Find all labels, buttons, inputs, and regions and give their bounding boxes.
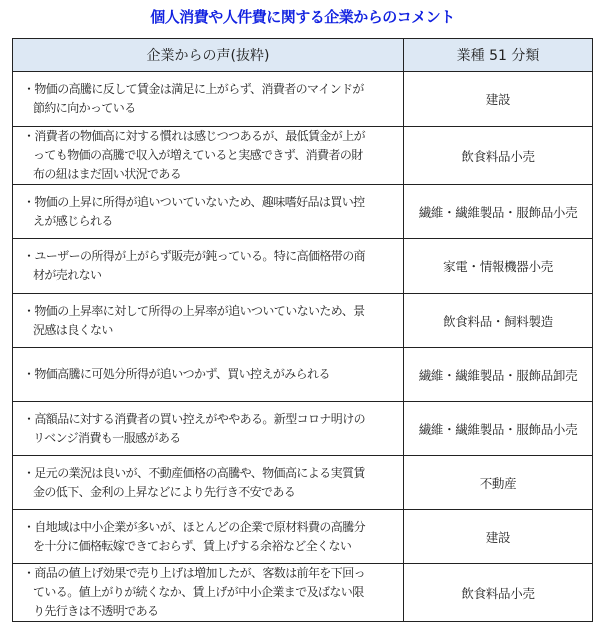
comment-cell (13, 294, 404, 348)
comment-line: ・商品の値上げ効果で売り上げは増加したが、客数は前年を下回っ (23, 566, 366, 580)
table-row (13, 72, 593, 127)
comment-cell (13, 402, 404, 456)
comment-cell (13, 348, 404, 402)
comment-line: 節約に向かっている (33, 101, 136, 115)
comment-cell (13, 456, 404, 510)
industry-cell: 繊維・繊維製品・服飾品卸売 (404, 348, 593, 402)
comment-line: えが感じられる (33, 213, 113, 228)
table-row (13, 564, 593, 622)
table-row (13, 456, 593, 510)
table-row (13, 510, 593, 564)
industry-cell: 建設 (404, 510, 593, 564)
comment-line: ・物価の上昇に所得が追いついていないため、趣味嗜好品は買い控 (23, 194, 365, 209)
comment-line: り先行きは不透明である (33, 604, 159, 618)
comment-cell (13, 185, 404, 239)
table-row (13, 239, 593, 294)
header-industry: 業種 51 分類 (404, 39, 593, 72)
comment-line: 金の低下、金利の上昇などにより先行き不安である (33, 484, 296, 499)
comment-cell (13, 72, 404, 127)
industry-cell: 飲食料品・飼料製造 (404, 294, 593, 348)
comment-line: 布の紐はまだ固い状況である (33, 167, 182, 181)
comment-line: ・自地域は中小企業が多いが、ほとんどの企業で原材料費の高騰分 (23, 519, 366, 534)
table-row (13, 402, 593, 456)
comment-cell (13, 239, 404, 294)
comments-table (12, 38, 593, 622)
industry-cell: 飲食料品小売 (404, 564, 593, 622)
comment-cell (13, 127, 404, 185)
comment-line: 材が売れない (33, 268, 102, 282)
industry-cell: 建設 (404, 72, 593, 127)
comment-line: ・物価の上昇率に対して所得の上昇率が追いついていないため、景 (23, 303, 365, 318)
comment-line: ・消費者の物価高に対する慣れは感じつつあるが、最低賃金が上が (23, 129, 366, 143)
comment-line: リベンジ消費も一服感がある (33, 430, 181, 445)
table-row (13, 348, 593, 402)
comment-line: を十分に価格転嫁できておらず、賃上げする余裕など全くない (33, 538, 352, 553)
comment-line: ・ユーザーの所得が上がらず販売が鈍っている。特に高価格帯の商 (23, 249, 366, 263)
comment-line: ・高額品に対する消費者の買い控えがややある。新型コロナ明けの (23, 411, 366, 426)
header-comment: 企業からの声(抜粋) (13, 39, 404, 72)
comment-cell (13, 510, 404, 564)
industry-cell: 繊維・繊維製品・服飾品小売 (404, 185, 593, 239)
table-row (13, 185, 593, 239)
page-title: 個人消費や人件費に関する企業からのコメント (150, 8, 455, 26)
industry-cell: 飲食料品小売 (404, 127, 593, 185)
industry-cell: 不動産 (404, 456, 593, 510)
industry-cell: 繊維・繊維製品・服飾品小売 (404, 402, 593, 456)
comment-line: 況感は良くない (33, 322, 113, 337)
table-row (13, 294, 593, 348)
table-row (13, 127, 593, 185)
comment-line: ・物価高騰に可処分所得が追いつかず、買い控えがみられる (23, 367, 330, 381)
comment-cell (13, 564, 404, 622)
comment-line: っても物価の高騰で収入が増えていると実感できず、消費者の財 (33, 148, 363, 162)
comment-line: ている。値上がりが続くなか、賃上げが中小企業まで及ばない限 (33, 585, 364, 599)
industry-cell: 家電・情報機器小売 (404, 239, 593, 294)
comment-line: ・物価の高騰に反して賃金は満足に上がらず、消費者のマインドが (23, 82, 364, 96)
table-header-row (13, 39, 593, 72)
comment-line: ・足元の業況は良いが、不動産価格の高騰や、物価高による実質賃 (23, 465, 365, 480)
